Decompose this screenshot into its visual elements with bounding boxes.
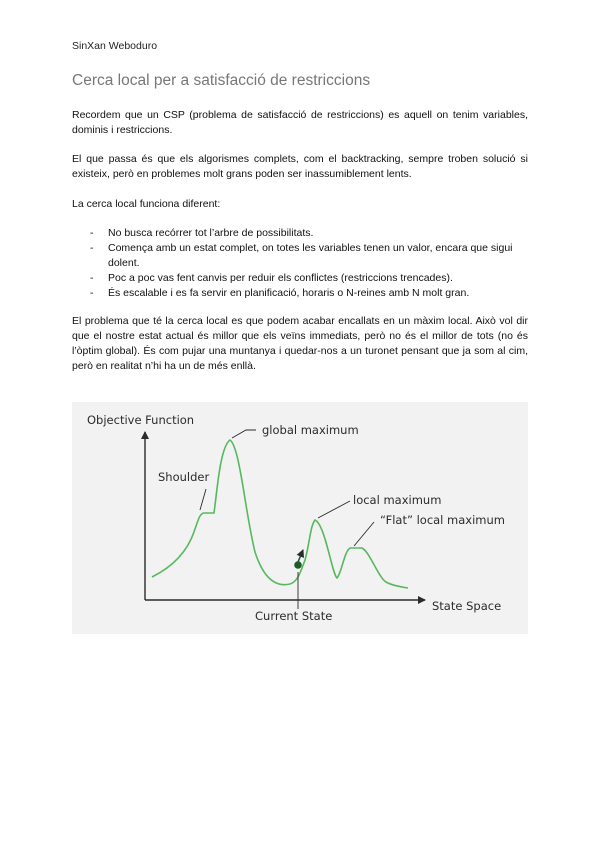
global-max-label: global maximum xyxy=(262,423,359,437)
list-item-text: No busca recórrer tot l’arbre de possibilitats. xyxy=(108,227,314,239)
bullet-dash: - xyxy=(90,227,94,239)
section-title: Cerca local per a satisfacció de restriccions xyxy=(72,72,371,89)
list-item xyxy=(72,226,528,241)
bullet-dash: - xyxy=(90,287,94,299)
list-item-text: Comença amb un estat complet, on totes les variables tenen un valor, encara que sigui dolent. xyxy=(108,242,513,269)
list-item-text: Poc a poc vas fent canvis per reduir els conflictes (restriccions trencades). xyxy=(108,272,453,284)
x-axis-label: State Space xyxy=(432,599,502,613)
landscape-diagram xyxy=(72,402,528,634)
current-state-label: Current State xyxy=(255,609,333,623)
state-space-landscape-figure xyxy=(72,402,528,634)
list-item xyxy=(72,271,528,286)
current-state-point xyxy=(294,561,302,569)
list-item xyxy=(72,241,528,271)
y-axis-label: Objective Function xyxy=(87,413,195,427)
paragraph-complete-algorithms: El que passa és que els algorismes complets, com el backtracking, sempre troben solució si existeix, però en problemes molt grans poden ser inassumiblement lents. xyxy=(72,153,528,180)
document-author: SinXan Weboduro xyxy=(72,40,158,52)
bullet-dash: - xyxy=(90,272,94,284)
shoulder-pointer xyxy=(200,489,206,510)
list-item-text: És escalable i es fa servir en planificació, horaris o N-reines amb N molt gran. xyxy=(108,287,470,299)
current-state-move-arrow xyxy=(298,550,303,562)
local-max-label: local maximum xyxy=(353,493,442,507)
flat-local-max-label: “Flat” local maximum xyxy=(380,513,505,527)
flat-max-pointer xyxy=(354,522,374,546)
paragraph-local-search-intro: La cerca local funciona diferent: xyxy=(72,198,221,210)
shoulder-label: Shoulder xyxy=(158,470,210,484)
objective-curve xyxy=(152,440,408,588)
local-search-bullet-list xyxy=(72,226,528,301)
list-item xyxy=(72,286,528,301)
bullet-dash: - xyxy=(90,242,94,254)
paragraph-local-maximum-problem: El problema que té la cerca local es que podem acabar encallats en un màxim local. Això vol dir que el nostre estat actual és millor que els veïns immediats, però no és el millor de tots (no és l’òptim global). És com pujar una muntanya i quedar-nos a un turonet pensant que ja som al cim, però en realitat n’hi ha un de més enllà. xyxy=(72,315,528,372)
global-max-pointer xyxy=(232,430,256,438)
paragraph-csp-definition: Recordem que un CSP (problema de satisfacció de restriccions) es aquell on tenim variables, dominis i restriccions. xyxy=(72,109,528,136)
local-max-pointer xyxy=(318,501,350,518)
